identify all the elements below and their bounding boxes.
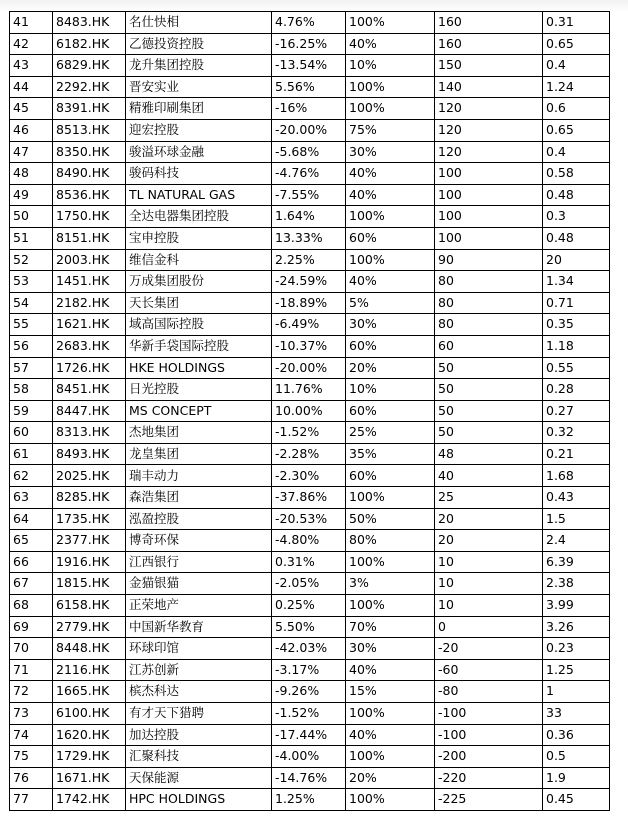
ratio-cell: 40% [346,659,435,681]
change-cell: -14.76% [272,767,346,789]
stock-code-cell: 8451.HK [53,379,126,401]
stock-code-cell: 1742.HK [53,789,126,811]
table-row [10,119,610,141]
change-cell: -2.05% [272,573,346,595]
stock-code-cell: 8350.HK [53,141,126,163]
rank-cell: 77 [10,789,53,811]
table-row [10,98,610,120]
stock-code-cell: 8391.HK [53,98,126,120]
value-cell: 90 [435,249,543,271]
ratio-cell: 100% [346,249,435,271]
ratio-cell: 30% [346,141,435,163]
change-cell: -7.55% [272,184,346,206]
stock-code-cell: 8513.HK [53,119,126,141]
stock-code-cell: 8490.HK [53,163,126,185]
stock-code-cell: 8483.HK [53,12,126,34]
rank-cell: 64 [10,508,53,530]
value-cell: 0 [435,616,543,638]
change-cell: -20.53% [272,508,346,530]
price-cell: 6.39 [543,551,610,573]
value-cell: 50 [435,357,543,379]
price-cell: 0.27 [543,400,610,422]
rank-cell: 48 [10,163,53,185]
price-cell: 1 [543,681,610,703]
change-cell: 4.76% [272,12,346,34]
change-cell: -24.59% [272,271,346,293]
rank-cell: 60 [10,422,53,444]
ratio-cell: 5% [346,292,435,314]
ratio-cell: 40% [346,33,435,55]
stock-code-cell: 1815.HK [53,573,126,595]
value-cell: 100 [435,227,543,249]
company-name-cell: 名仕快相 [126,12,272,34]
ratio-cell: 70% [346,616,435,638]
price-cell: 33 [543,703,610,725]
value-cell: 120 [435,119,543,141]
rank-cell: 42 [10,33,53,55]
price-cell: 0.58 [543,163,610,185]
company-name-cell: 华新手袋国际控股 [126,335,272,357]
rank-cell: 50 [10,206,53,228]
stock-code-cell: 1671.HK [53,767,126,789]
stock-code-cell: 8285.HK [53,487,126,509]
value-cell: 80 [435,292,543,314]
change-cell: -2.30% [272,465,346,487]
change-cell: -4.76% [272,163,346,185]
change-cell: 0.31% [272,551,346,573]
change-cell: -18.89% [272,292,346,314]
ratio-cell: 100% [346,746,435,768]
change-cell: -5.68% [272,141,346,163]
value-cell: 10 [435,573,543,595]
price-cell: 1.5 [543,508,610,530]
stock-code-cell: 8536.HK [53,184,126,206]
ratio-cell: 25% [346,422,435,444]
company-name-cell: 天保能源 [126,767,272,789]
value-cell: 120 [435,98,543,120]
table-row [10,271,610,293]
table-row [10,616,610,638]
price-cell: 0.65 [543,119,610,141]
rank-cell: 63 [10,487,53,509]
change-cell: -1.52% [272,422,346,444]
rank-cell: 57 [10,357,53,379]
stock-code-cell: 1726.HK [53,357,126,379]
change-cell: 1.25% [272,789,346,811]
stock-code-cell: 1665.HK [53,681,126,703]
change-cell: -20.00% [272,119,346,141]
rank-cell: 45 [10,98,53,120]
value-cell: 50 [435,422,543,444]
price-cell: 0.65 [543,33,610,55]
value-cell: -80 [435,681,543,703]
ratio-cell: 80% [346,530,435,552]
ratio-cell: 60% [346,335,435,357]
price-cell: 0.4 [543,141,610,163]
value-cell: -20 [435,638,543,660]
value-cell: 100 [435,206,543,228]
table-row [10,357,610,379]
table-row [10,335,610,357]
rank-cell: 69 [10,616,53,638]
value-cell: 160 [435,12,543,34]
stock-code-cell: 1735.HK [53,508,126,530]
price-cell: 0.48 [543,184,610,206]
price-cell: 1.25 [543,659,610,681]
change-cell: -10.37% [272,335,346,357]
ratio-cell: 100% [346,12,435,34]
price-cell: 1.34 [543,271,610,293]
change-cell: -9.26% [272,681,346,703]
table-row [10,184,610,206]
price-cell: 1.24 [543,76,610,98]
rank-cell: 59 [10,400,53,422]
value-cell: 150 [435,55,543,77]
table-row [10,55,610,77]
table-row [10,746,610,768]
company-name-cell: 晋安实业 [126,76,272,98]
price-cell: 1.18 [543,335,610,357]
rank-cell: 74 [10,724,53,746]
company-name-cell: 骏溢环球金融 [126,141,272,163]
company-name-cell: 森浩集团 [126,487,272,509]
rank-cell: 55 [10,314,53,336]
rank-cell: 71 [10,659,53,681]
table-row [10,681,610,703]
value-cell: 20 [435,508,543,530]
ratio-cell: 100% [346,595,435,617]
table-row [10,659,610,681]
price-cell: 0.31 [543,12,610,34]
rank-cell: 68 [10,595,53,617]
stock-code-cell: 2025.HK [53,465,126,487]
change-cell: 5.56% [272,76,346,98]
table-row [10,573,610,595]
stock-code-cell: 2292.HK [53,76,126,98]
change-cell: 10.00% [272,400,346,422]
stock-code-cell: 2377.HK [53,530,126,552]
stock-code-cell: 2683.HK [53,335,126,357]
change-cell: -17.44% [272,724,346,746]
value-cell: 10 [435,595,543,617]
price-cell: 0.3 [543,206,610,228]
price-cell: 0.43 [543,487,610,509]
table-row [10,508,610,530]
price-cell: 0.23 [543,638,610,660]
stock-code-cell: 1729.HK [53,746,126,768]
table-row [10,141,610,163]
change-cell: -6.49% [272,314,346,336]
ratio-cell: 15% [346,681,435,703]
table-row [10,76,610,98]
change-cell: -20.00% [272,357,346,379]
table-row [10,33,610,55]
price-cell: 0.71 [543,292,610,314]
ratio-cell: 10% [346,55,435,77]
table-row [10,530,610,552]
ratio-cell: 100% [346,487,435,509]
stock-data-table [9,11,610,811]
stock-code-cell: 8493.HK [53,443,126,465]
company-name-cell: 汇聚科技 [126,746,272,768]
rank-cell: 70 [10,638,53,660]
table-row [10,292,610,314]
stock-code-cell: 2182.HK [53,292,126,314]
table-row [10,12,610,34]
company-name-cell: 槟杰科达 [126,681,272,703]
ratio-cell: 60% [346,400,435,422]
company-name-cell: 域高国际控股 [126,314,272,336]
price-cell: 0.32 [543,422,610,444]
rank-cell: 66 [10,551,53,573]
change-cell: -16% [272,98,346,120]
price-cell: 0.48 [543,227,610,249]
company-name-cell: 乙德投资控股 [126,33,272,55]
value-cell: -220 [435,767,543,789]
table-body [10,12,610,811]
table-row [10,789,610,811]
table-row [10,703,610,725]
rank-cell: 76 [10,767,53,789]
company-name-cell: 正荣地产 [126,595,272,617]
ratio-cell: 60% [346,465,435,487]
ratio-cell: 40% [346,184,435,206]
company-name-cell: 迎宏控股 [126,119,272,141]
table-row [10,487,610,509]
ratio-cell: 30% [346,314,435,336]
stock-code-cell: 6100.HK [53,703,126,725]
company-name-cell: 维信金科 [126,249,272,271]
rank-cell: 67 [10,573,53,595]
ratio-cell: 40% [346,724,435,746]
stock-code-cell: 6182.HK [53,33,126,55]
rank-cell: 43 [10,55,53,77]
rank-cell: 62 [10,465,53,487]
value-cell: -100 [435,703,543,725]
change-cell: -37.86% [272,487,346,509]
stock-code-cell: 1750.HK [53,206,126,228]
price-cell: 0.5 [543,746,610,768]
company-name-cell: HPC HOLDINGS [126,789,272,811]
change-cell: 1.64% [272,206,346,228]
rank-cell: 56 [10,335,53,357]
company-name-cell: 日光控股 [126,379,272,401]
table-row [10,465,610,487]
ratio-cell: 75% [346,119,435,141]
ratio-cell: 40% [346,271,435,293]
company-name-cell: 杰地集团 [126,422,272,444]
rank-cell: 51 [10,227,53,249]
company-name-cell: 江西银行 [126,551,272,573]
value-cell: 100 [435,184,543,206]
change-cell: 13.33% [272,227,346,249]
rank-cell: 53 [10,271,53,293]
stock-code-cell: 1620.HK [53,724,126,746]
stock-code-cell: 1916.HK [53,551,126,573]
table-row [10,767,610,789]
ratio-cell: 100% [346,551,435,573]
rank-cell: 65 [10,530,53,552]
value-cell: 25 [435,487,543,509]
price-cell: 2.4 [543,530,610,552]
company-name-cell: 龙皇集团 [126,443,272,465]
change-cell: -13.54% [272,55,346,77]
value-cell: 60 [435,335,543,357]
company-name-cell: 金猫银猫 [126,573,272,595]
price-cell: 0.45 [543,789,610,811]
company-name-cell: 有才天下猎聘 [126,703,272,725]
value-cell: 120 [435,141,543,163]
rank-cell: 73 [10,703,53,725]
ratio-cell: 10% [346,379,435,401]
stock-code-cell: 2779.HK [53,616,126,638]
change-cell: -4.00% [272,746,346,768]
table-row [10,638,610,660]
ratio-cell: 3% [346,573,435,595]
table-row [10,227,610,249]
table-row [10,443,610,465]
price-cell: 1.68 [543,465,610,487]
company-name-cell: 精雅印刷集团 [126,98,272,120]
stock-code-cell: 8151.HK [53,227,126,249]
value-cell: 40 [435,465,543,487]
price-cell: 3.99 [543,595,610,617]
company-name-cell: HKE HOLDINGS [126,357,272,379]
company-name-cell: 万成集团股份 [126,271,272,293]
company-name-cell: 泓盈控股 [126,508,272,530]
rank-cell: 47 [10,141,53,163]
ratio-cell: 30% [346,638,435,660]
price-cell: 0.4 [543,55,610,77]
change-cell: -4.80% [272,530,346,552]
value-cell: 50 [435,400,543,422]
change-cell: -42.03% [272,638,346,660]
price-cell: 1.9 [543,767,610,789]
ratio-cell: 100% [346,703,435,725]
ratio-cell: 100% [346,206,435,228]
ratio-cell: 50% [346,508,435,530]
change-cell: 2.25% [272,249,346,271]
company-name-cell: TL NATURAL GAS [126,184,272,206]
ratio-cell: 60% [346,227,435,249]
rank-cell: 72 [10,681,53,703]
company-name-cell: 环球印馆 [126,638,272,660]
rank-cell: 75 [10,746,53,768]
company-name-cell: 龙升集团控股 [126,55,272,77]
value-cell: 10 [435,551,543,573]
value-cell: 80 [435,271,543,293]
table-row [10,724,610,746]
change-cell: 5.50% [272,616,346,638]
stock-code-cell: 2116.HK [53,659,126,681]
change-cell: 0.25% [272,595,346,617]
stock-code-cell: 6829.HK [53,55,126,77]
rank-cell: 49 [10,184,53,206]
ratio-cell: 20% [346,767,435,789]
table-row [10,400,610,422]
change-cell: 11.76% [272,379,346,401]
price-cell: 0.6 [543,98,610,120]
rank-cell: 46 [10,119,53,141]
value-cell: 48 [435,443,543,465]
price-cell: 0.35 [543,314,610,336]
table-row [10,314,610,336]
price-cell: 0.36 [543,724,610,746]
stock-code-cell: 6158.HK [53,595,126,617]
ratio-cell: 100% [346,76,435,98]
value-cell: 80 [435,314,543,336]
price-cell: 0.55 [543,357,610,379]
value-cell: -100 [435,724,543,746]
ratio-cell: 40% [346,163,435,185]
ratio-cell: 100% [346,789,435,811]
table-row [10,379,610,401]
rank-cell: 54 [10,292,53,314]
price-cell: 3.26 [543,616,610,638]
stock-code-cell: 2003.HK [53,249,126,271]
company-name-cell: 骏码科技 [126,163,272,185]
value-cell: 20 [435,530,543,552]
table-row [10,422,610,444]
value-cell: 50 [435,379,543,401]
change-cell: -2.28% [272,443,346,465]
table-row [10,595,610,617]
company-name-cell: 宝申控股 [126,227,272,249]
change-cell: -1.52% [272,703,346,725]
price-cell: 0.28 [543,379,610,401]
rank-cell: 41 [10,12,53,34]
table-row [10,551,610,573]
ratio-cell: 35% [346,443,435,465]
stock-code-cell: 8448.HK [53,638,126,660]
value-cell: -200 [435,746,543,768]
price-cell: 0.21 [543,443,610,465]
change-cell: -3.17% [272,659,346,681]
value-cell: -225 [435,789,543,811]
company-name-cell: 博奇环保 [126,530,272,552]
company-name-cell: MS CONCEPT [126,400,272,422]
company-name-cell: 中国新华教育 [126,616,272,638]
change-cell: -16.25% [272,33,346,55]
stock-code-cell: 1451.HK [53,271,126,293]
rank-cell: 61 [10,443,53,465]
value-cell: -60 [435,659,543,681]
price-cell: 20 [543,249,610,271]
company-name-cell: 天长集团 [126,292,272,314]
value-cell: 100 [435,163,543,185]
rank-cell: 44 [10,76,53,98]
table-row [10,163,610,185]
stock-code-cell: 1621.HK [53,314,126,336]
stock-code-cell: 8313.HK [53,422,126,444]
rank-cell: 58 [10,379,53,401]
rank-cell: 52 [10,249,53,271]
table-row [10,206,610,228]
table-row [10,249,610,271]
stock-code-cell: 8447.HK [53,400,126,422]
value-cell: 160 [435,33,543,55]
company-name-cell: 全达电器集团控股 [126,206,272,228]
ratio-cell: 20% [346,357,435,379]
value-cell: 140 [435,76,543,98]
company-name-cell: 瑞丰动力 [126,465,272,487]
company-name-cell: 江苏创新 [126,659,272,681]
ratio-cell: 100% [346,98,435,120]
price-cell: 2.38 [543,573,610,595]
company-name-cell: 加达控股 [126,724,272,746]
